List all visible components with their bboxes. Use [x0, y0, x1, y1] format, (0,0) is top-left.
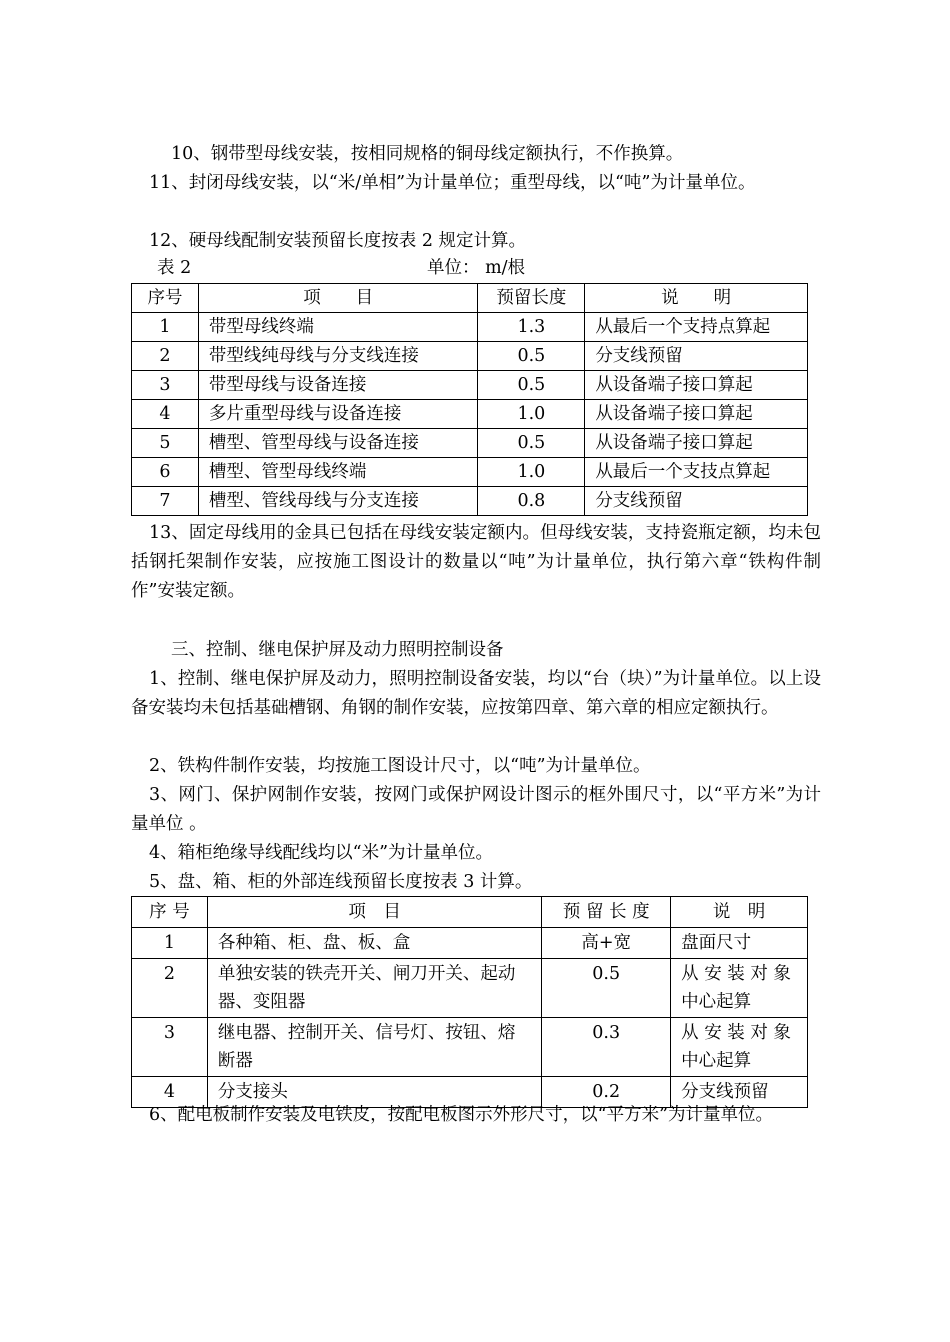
table-row	[132, 400, 808, 429]
table-cell: 0.5	[478, 429, 585, 458]
table-cell: 从设备端子接口算起	[585, 429, 808, 458]
table-cell: 带型母线终端	[198, 313, 478, 342]
table-cell: 多片重型母线与设备连接	[198, 400, 478, 429]
table-row	[132, 959, 808, 1018]
paragraph-10: 10、钢带型母线安装，按相同规格的铜母线定额执行，不作换算。	[171, 144, 684, 164]
header-cell: 说 明	[671, 897, 808, 928]
table-cell: 3	[132, 371, 199, 400]
header-cell: 序 号	[132, 897, 208, 928]
header-cell: 预留长度	[478, 284, 585, 313]
table-cell: 0.5	[478, 371, 585, 400]
table-row	[132, 928, 808, 959]
table-cell: 单独安装的铁壳开关、闸刀开关、起动器、变阻器	[207, 959, 541, 1018]
table-cell: 2	[132, 959, 208, 1018]
table-row	[132, 1018, 808, 1077]
section-3-item-6: 6、配电板制作安装及电铁皮，按配电板图示外形尺寸，以“平方米”为计量单位。	[149, 1105, 774, 1125]
table-cell: 0.2	[542, 1077, 671, 1108]
table-cell: 分支线预留	[585, 342, 808, 371]
table-cell: 分支接头	[207, 1077, 541, 1108]
table-cell: 6	[132, 458, 199, 487]
table-row	[132, 371, 808, 400]
header-cell: 项 目	[207, 897, 541, 928]
table-cell: 高+宽	[542, 928, 671, 959]
header-cell: 说 明	[585, 284, 808, 313]
table-cell: 从 安 装 对 象 中心起算	[671, 959, 808, 1018]
table-cell: 从最后一个支技点算起	[585, 458, 808, 487]
table-cell: 从 安 装 对 象 中心起算	[671, 1018, 808, 1077]
table-header-row	[132, 284, 808, 313]
header-cell: 项 目	[198, 284, 478, 313]
table-cell: 盘面尺寸	[671, 928, 808, 959]
table-cell: 4	[132, 1077, 208, 1108]
table-row	[132, 429, 808, 458]
table-cell: 1	[132, 313, 199, 342]
table-cell: 7	[132, 487, 199, 516]
table-cell: 4	[132, 400, 199, 429]
section-3-item-4: 4、箱柜绝缘导线配线均以“米”为计量单位。	[149, 843, 494, 863]
header-cell: 预 留 长 度	[542, 897, 671, 928]
section-3-item-2: 2、铁构件制作安装，均按施工图设计尺寸，以“吨”为计量单位。	[149, 756, 651, 776]
table-row	[132, 313, 808, 342]
table-cell: 槽型、管线母线与分支连接	[198, 487, 478, 516]
table-cell: 0.3	[542, 1018, 671, 1077]
table-cell: 从最后一个支持点算起	[585, 313, 808, 342]
table-2	[131, 283, 808, 516]
section-3-item-3: 3、网门、保护网制作安装，按网门或保护网设计图示的框外围尺寸，以“平方米”为计量单位 。	[131, 785, 821, 834]
table-cell: 1	[132, 928, 208, 959]
table-cell: 从设备端子接口算起	[585, 371, 808, 400]
table-row	[132, 458, 808, 487]
table-cell: 5	[132, 429, 199, 458]
table-row	[132, 342, 808, 371]
table-cell: 带型母线与设备连接	[198, 371, 478, 400]
header-cell: 序号	[132, 284, 199, 313]
table-cell: 槽型、管型母线与设备连接	[198, 429, 478, 458]
section-3-item-5: 5、盘、箱、柜的外部连线预留长度按表 3 计算。	[149, 872, 533, 892]
table-cell: 3	[132, 1018, 208, 1077]
paragraph-12: 12、硬母线配制安装预留长度按表 2 规定计算。	[149, 231, 527, 251]
table-cell: 1.3	[478, 313, 585, 342]
table-cell: 0.5	[478, 342, 585, 371]
table-cell: 0.8	[478, 487, 585, 516]
table-cell: 带型线纯母线与分支线连接	[198, 342, 478, 371]
table-3	[131, 896, 808, 1108]
paragraph-11: 11、封闭母线安装，以“米/单相”为计量单位；重型母线，以“吨”为计量单位。	[149, 173, 756, 193]
table-cell: 继电器、控制开关、信号灯、按钮、熔断器	[207, 1018, 541, 1077]
table-cell: 分支线预留	[671, 1077, 808, 1108]
paragraph-13: 13、固定母线用的金具已包括在母线安装定额内。但母线安装，支持瓷瓶定额，均未包括钢托架制作安装，应按施工图设计的数量以“吨”为计量单位，执行第六章“铁构件制作”安装定额。	[131, 523, 821, 601]
table-cell: 0.5	[542, 959, 671, 1018]
table-cell: 从设备端子接口算起	[585, 400, 808, 429]
section-3-heading: 三、控制、继电保护屏及动力照明控制设备	[171, 640, 504, 660]
table-cell: 1.0	[478, 400, 585, 429]
table-cell: 2	[132, 342, 199, 371]
table-cell: 各种箱、柜、盘、板、盒	[207, 928, 541, 959]
table-cell: 1.0	[478, 458, 585, 487]
table-header-row	[132, 897, 808, 928]
table-cell: 槽型、管型母线终端	[198, 458, 478, 487]
section-3-item-1: 1、控制、继电保护屏及动力，照明控制设备安装，均以“台（块）”为计量单位。以上设备安装均未包括基础槽钢、角钢的制作安装，应按第四章、第六章的相应定额执行。	[131, 669, 821, 718]
table2-unit: 单位： m/根	[427, 258, 526, 278]
table2-caption: 表 2	[157, 258, 192, 278]
table-cell: 分支线预留	[585, 487, 808, 516]
table-row	[132, 487, 808, 516]
